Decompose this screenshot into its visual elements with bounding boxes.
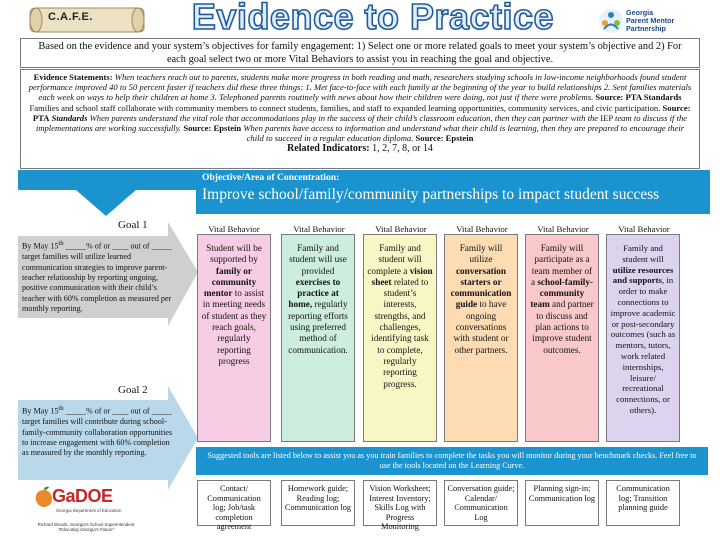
vital-behavior-label-5: Vital Behavior: [537, 224, 589, 234]
tool-box-4: Conversation guide; Calendar/ Communication Log: [444, 480, 518, 526]
partner-logo-line2: Parent Mentor: [626, 16, 675, 26]
vb4-pre: Family will utilize: [459, 243, 503, 265]
tool-box-6: Communication log; Transition planning guide: [606, 480, 680, 526]
vb5-pre: Family will participate as a team member of a: [530, 243, 593, 287]
vb2-bold: exercises to practice at home,: [288, 276, 341, 310]
partner-logo-line3: Partnership: [626, 24, 666, 34]
evidence-source-2: Source: PTA: [32, 102, 691, 123]
goal-2-sup: th: [58, 405, 64, 412]
vb6-post: , in order to make connections to improve academic or post-secondary outcomes (such as mentors, tutors, work related internships, leisure/ recreational connections, or others).: [610, 275, 676, 415]
georgia-peach-icon: [34, 486, 54, 508]
goal-2-by: By May 15: [22, 406, 59, 416]
gadoe-motto: "Educating Georgia's Future": [57, 527, 115, 533]
evidence-source-4: Source: Epstein: [415, 133, 474, 144]
vital-behavior-box-5: [525, 234, 599, 442]
gadoe-logo: [30, 484, 142, 538]
evidence-statement-3b: team to discuss if the implementations are working successfully.: [35, 112, 688, 134]
vb6-pre: Family and student will: [622, 243, 664, 264]
vb2-pre: Family and student will use provided: [289, 243, 347, 276]
objective-band: [196, 170, 710, 214]
gadoe-logo-subtext: Georgia Department of Education: [56, 508, 122, 513]
vb1-pre: Student will be supported by: [206, 243, 262, 265]
goal-1-text: _____% of or ____ out of _____ target families will utilize learned communication strategies to improve parent-teacher relationship by reporting ongoing, positive communication with their child’s teacher with 60% completion as measured per monthly reporting.: [22, 241, 172, 314]
vb5-bold: school-family-community team: [530, 276, 593, 310]
vital-behavior-label-1: Vital Behavior: [208, 224, 260, 234]
suggested-tools-banner: Suggested tools are listed below to assist you as you train families to complete the tasks you will monitor during your benchmark checks. Feel free to use the tools located on the Learning Curve.: [196, 447, 708, 475]
evidence-statement-1: When teachers reach out to parents, students make more progress in both reading and math, researchers studying schools in low-income neighborhoods found student performance improved 40 to 50 percent faster if teachers did these three things: 1. Met face-to-face with each family at the beginning of the year to build relationships 2. Sent families materials each week on ways to help their children at home 3. Telephoned parents routinely with news about how their children were doing, not just if there were problems.: [28, 72, 692, 103]
vital-behavior-label-6: Vital Behavior: [618, 224, 670, 234]
goal-2-label: Goal 2: [118, 384, 148, 396]
evidence-source-2-italic: Standards: [51, 112, 88, 123]
vb4-post: to have ongoing conversations with student or other partners.: [453, 299, 509, 355]
related-indicators-values: 1, 2, 7, 8, or 14: [372, 143, 433, 155]
goal-1-text-block: [22, 239, 174, 315]
vb5-post: and partner to discuss and plan actions to improve student outcomes.: [532, 299, 594, 355]
vital-behavior-box-1: [197, 234, 271, 442]
vb1-post: to assist in meeting needs of student as they reach goals, regularly reporting progress: [201, 288, 267, 366]
vb4-bold: conversation starters or communication guide: [450, 265, 512, 310]
goal-1-label: Goal 1: [118, 219, 148, 231]
vital-behavior-label-3: Vital Behavior: [375, 224, 427, 234]
vb3-bold: vision sheet: [371, 265, 433, 287]
related-indicators-label: Related Indicators:: [287, 143, 370, 155]
tool-box-3: Vision Worksheet; Interest Inventory; Skills Log with Progress Monitoring: [363, 480, 437, 526]
tool-box-5: Planning sign-in; Communication log: [525, 480, 599, 526]
evidence-statement-2: Families and school staff collaborate with community members to connect students, families, and staff to expanded learning opportunities, community services, and civic participation.: [29, 102, 661, 113]
instructions-text: Based on the evidence and your system’s objectives for family engagement: 1) Select one or more related goals to meet your system’s objective and 2) For each goal select two or more Vital Behaviors to assist you in reaching the goal and objective.: [38, 41, 682, 65]
evidence-label: Evidence Statements:: [33, 72, 113, 82]
vital-behavior-box-4: [444, 234, 518, 442]
evidence-statement-3a: When parents understand the vital role that accommodations play in the success of their child’s classroom education, then they can partner with the: [89, 112, 599, 123]
goal-1-by: By May 15: [22, 241, 59, 251]
objective-label: Objective/Area of Concentration:: [202, 172, 340, 183]
objective-text: Improve school/family/community partnerships to impact student success: [202, 186, 660, 203]
tool-box-1: Contact/ Communication log; Job/task completion agreement: [197, 480, 271, 526]
vital-behavior-label-4: Vital Behavior: [456, 224, 508, 234]
vb1-bold: family or community mentor: [203, 265, 257, 299]
cafe-label: C.A.F.E.: [48, 11, 93, 23]
vb6-bold: utilize resources and supports: [612, 264, 674, 286]
evidence-statements-box: [20, 69, 700, 169]
partner-logo-icon: [598, 8, 624, 34]
partner-logo-line1: Georgia: [626, 8, 654, 17]
evidence-statement-3-iep: IEP: [600, 112, 613, 123]
vb3-post: related to student’s interests, strengths, and challenges, identifying task to complete, regularly reporting progress.: [371, 276, 429, 389]
page-title: Evidence to Practice: [191, 0, 555, 37]
gadoe-superintendent: Richard Woods, Georgia's School Superintendent: [37, 522, 135, 527]
instructions-box: [20, 38, 700, 68]
vital-behavior-box-3: [363, 234, 437, 442]
vital-behavior-box-6: [606, 234, 680, 442]
vb3-pre: Family and student will complete a: [367, 243, 422, 276]
vital-behavior-label-2: Vital Behavior: [293, 224, 345, 234]
partner-logo: [598, 6, 716, 36]
vb2-post: regularly reporting efforts using preferred method of communication.: [288, 299, 348, 355]
goal-1-sup: th: [58, 240, 64, 247]
vital-behavior-box-2: [281, 234, 355, 442]
evidence-source-3: Source: Epstein: [183, 123, 242, 134]
goal-2-text-block: [22, 404, 174, 459]
evidence-statement-4: When parents have access to information and understand what their child is learning, then they are prepared to encourage their child to succeed in a regular education diploma.: [243, 123, 685, 144]
gadoe-logo-text: GaDOE: [52, 486, 113, 506]
tool-box-2: Homework guide; Reading log; Communication log: [281, 480, 355, 526]
evidence-source-1: Source: PTA Standards: [595, 92, 682, 103]
goal-2-text: _____% of or ____ out of _____ target families will contribute during school-family-community collaboration opportunities to increase engagement with 60% completion as measured by the monthly reporting.: [22, 406, 173, 458]
down-arrow-graphic: [18, 170, 198, 218]
